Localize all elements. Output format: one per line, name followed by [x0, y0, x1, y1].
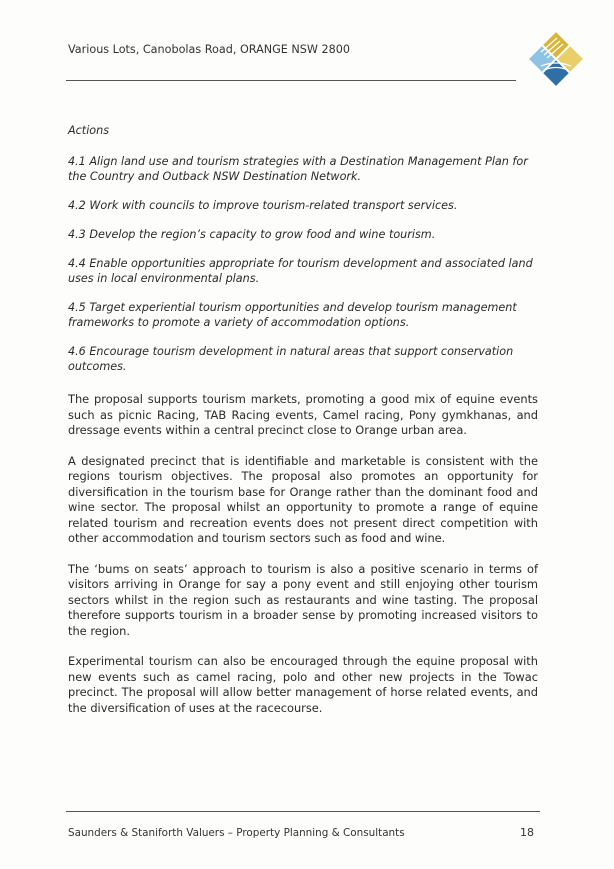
header-divider	[66, 80, 516, 81]
body-paragraph: A designated precinct that is identifiable and marketable is consistent with the regions tourism objectives. The proposal also promotes an opportunity for diversification in the tourism base for Orange rather than the dominant food and wine sector. The proposal whilst an opportunity to promote a range of equine related tourism and recreation events does not present direct competition with other accommodation and tourism sectors such as food and wine.	[68, 453, 538, 545]
action-item: 4.3 Develop the region’s capacity to grow food and wine tourism.	[68, 228, 436, 241]
action-item: 4.5 Target experiential tourism opportunities and develop tourism management frameworks to promote a variety of accommodation options.	[68, 301, 517, 329]
body-paragraph: Experimental tourism can also be encouraged through the equine proposal with new events such as camel racing, polo and other new projects in the Towac precinct. The proposal will allow better management of horse related events, and the diversification of uses at the racecourse.	[68, 654, 538, 715]
section-title: Actions	[68, 124, 110, 137]
footer-company: Saunders & Staniforth Valuers – Property Planning & Consultants	[68, 827, 405, 839]
body-paragraph: The proposal supports tourism markets, promoting a good mix of equine events such as picnic Racing, TAB Racing events, Camel racing, Pony gymkhanas, and dressage events within a central precinct close to Orange urban area.	[68, 392, 538, 437]
document-body	[68, 124, 538, 731]
header-address: Various Lots, Canobolas Road, ORANGE NSW 2800	[68, 43, 350, 56]
action-item: 4.6 Encourage tourism development in natural areas that support conservation outcomes.	[68, 345, 514, 373]
body-paragraph: The ‘bums on seats’ approach to tourism is also a positive scenario in terms of visitors arriving in Orange for say a pony event and still enjoying other tourism sectors whilst in the region such as restaurants and wine tasting. The proposal therefore supports tourism in a broader sense by promoting increased visitors to the region.	[68, 561, 538, 638]
action-item: 4.2 Work with councils to improve tourism-related transport services.	[68, 199, 458, 212]
page-number: 18	[520, 826, 534, 839]
company-logo-icon	[527, 30, 585, 88]
action-item: 4.4 Enable opportunities appropriate for tourism development and associated land uses in local environmental plans.	[68, 257, 533, 285]
footer-divider	[66, 811, 540, 812]
action-item: 4.1 Align land use and tourism strategies with a Destination Management Plan for the Country and Outback NSW Destination Network.	[68, 155, 528, 183]
